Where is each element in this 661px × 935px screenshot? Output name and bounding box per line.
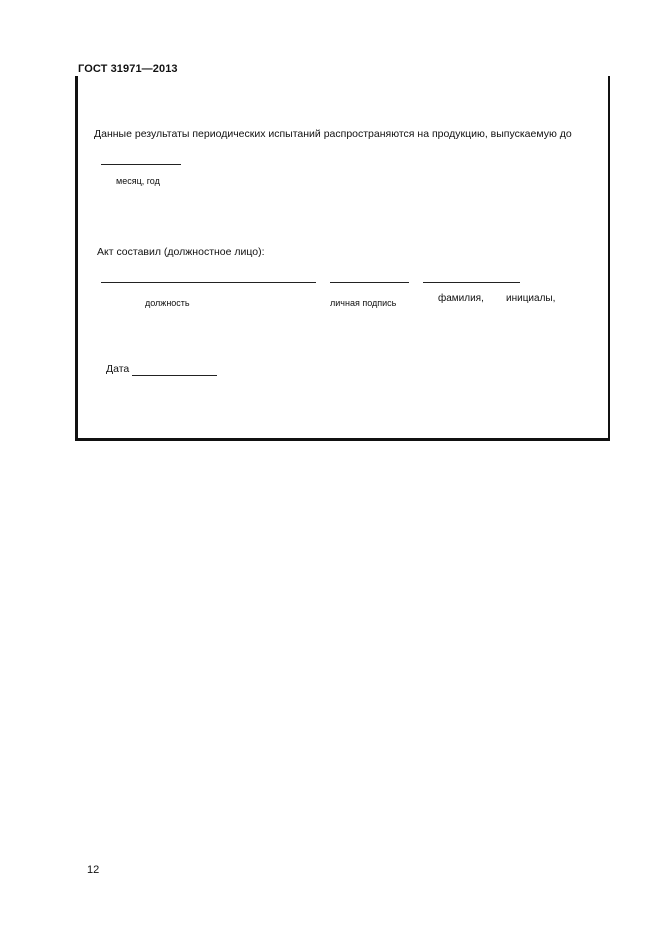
signature-caption: личная подпись	[330, 298, 397, 308]
frame-bottom-border	[75, 438, 610, 441]
date-label: Дата	[106, 363, 130, 375]
month-year-caption: месяц, год	[116, 176, 160, 186]
results-statement: Данные результаты периодических испытаний распространяются на продукцию, выпускаемую до	[94, 128, 572, 140]
signature-line	[330, 282, 409, 283]
initials-caption: инициалы,	[506, 293, 556, 304]
frame-left-border	[75, 76, 78, 441]
standard-code: ГОСТ 31971—2013	[78, 63, 178, 75]
frame-right-border	[608, 76, 610, 441]
month-year-line	[101, 164, 181, 165]
page-number: 12	[87, 864, 100, 876]
surname-line	[423, 282, 520, 283]
position-line	[101, 282, 316, 283]
compiled-by-label: Акт составил (должностное лицо):	[97, 246, 265, 258]
position-caption: должность	[145, 298, 190, 308]
surname-caption: фамилия,	[438, 293, 484, 304]
date-line	[132, 375, 217, 376]
